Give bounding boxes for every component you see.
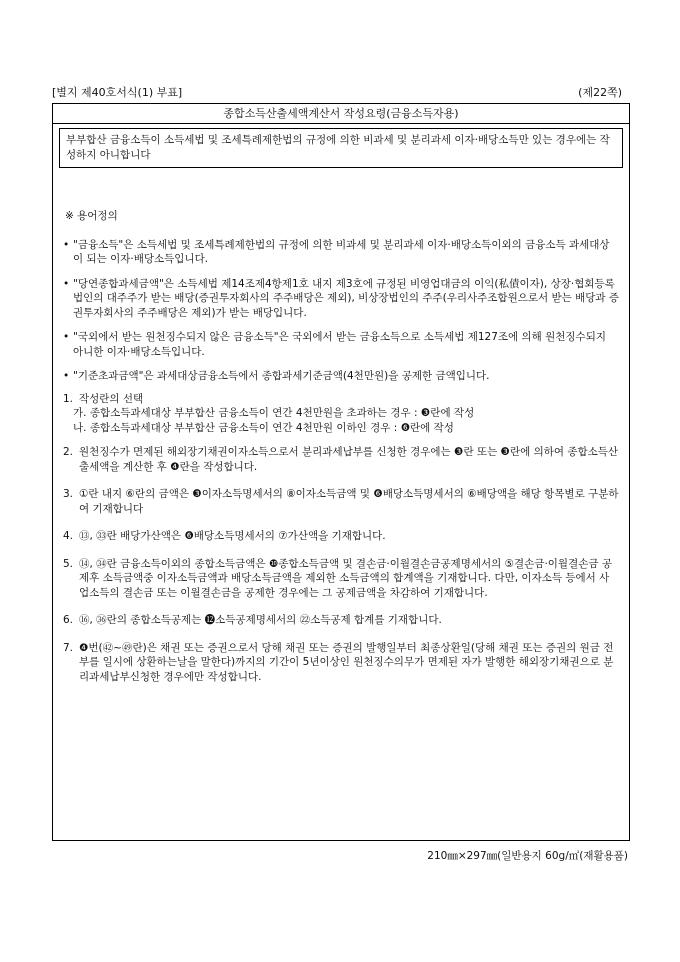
- definitions-heading: ※ 용어정의: [65, 210, 118, 222]
- paper-spec: 210㎜×297㎜(일반용지 60g/㎡(재활용품): [427, 850, 628, 862]
- form-id: [별지 제40호서식(1) 부표]: [52, 86, 183, 99]
- notice-box: 부부합산 금융소득이 소득세법 및 조세특례제한법의 규정에 의한 비과세 및 분리과세 이자·배당소득만 있는 경우에는 작성하지 아니합니다: [59, 128, 623, 168]
- bullet-icon: •: [63, 277, 70, 290]
- bullet-icon: •: [63, 238, 70, 251]
- definition-item: • "국외에서 받는 원천징수되지 않은 금융소득"은 국외에서 받는 금융소득으로 소득세법 제127조에 의해 원천징수되지 아니한 이자·배당소득입니다.: [63, 331, 606, 358]
- definition-item: • "당연종합과세금액"은 소득세법 제14조제4항제1호 내지 제3호에 규정된 비영업대금의 이익(私債이자), 상장·협회등록법인의 대주주가 받는 배당(증권투자회사의 주주배당은 제외), 비상장법인의 주주(우리사주조합원으로서 받는 배당과 증권투자회사의 주주배당은 제외)가 받는 배당입니다.: [63, 277, 620, 319]
- document-frame: [52, 103, 630, 841]
- instruction-item: 7. ❹번(㊷~㊾란)은 채권 또는 증권으로서 당해 채권 또는 증권의 발행일부터 최종상환일(당해 채권 또는 증권의 원금 전부를 일시에 상환하는날을 말한다)까지의 기간이 5년이상인 원천징수의무가 면제된 자가 발행한 해외장기채권으로 분리과세납부신청한 경우에만 작성합니다.: [63, 641, 614, 683]
- bullet-icon: •: [63, 331, 70, 343]
- instruction-item: 1. 작성란의 선택 가. 종합소득과세대상 부부합산 금융소득이 연간 4천만원을 초과하는 경우 : ❸란에 작성 나. 종합소득과세대상 부부합산 금융소득이 연간 4천만원 이하인 경우 : ❻란에 작성: [63, 392, 619, 436]
- instruction-item: 6. ⑯, ㊱란의 종합소득공제는 ⓬소득공제명세서의 ㉒소득공제 합계를 기재합니다.: [63, 614, 442, 626]
- document-body: [63, 209, 619, 697]
- instruction-item: 2. 원천징수가 면제된 해외장기채권이자소득으로서 분리과세납부를 신청한 경우에는 ❸란 또는 ❸란에 의하여 종합소득산출세액을 계산한 후 ❹란을 작성합니다.: [63, 446, 619, 473]
- document-title: 종합소득산출세액계산서 작성요령(금융소득자용): [53, 104, 629, 124]
- instruction-item: 3. ①란 내지 ⑥란의 금액은 ❸이자소득명세서의 ⑧이자소득금액 및 ❻배당소득명세서의 ⑥배당액을 해당 항목별로 구분하여 기재합니다: [63, 488, 619, 515]
- sub-item: 나. 종합소득과세대상 부부합산 금융소득이 연간 4천만원 이하인 경우 : ❻란에 작성: [73, 421, 454, 434]
- bullet-icon: •: [63, 370, 70, 382]
- definition-item: • "기준초과금액"은 과세대상금융소득에서 종합과세기준금액(4천만원)을 공제한 금액입니다.: [63, 370, 490, 382]
- instruction-item: 4. ⑬, ㉝란 배당가산액은 ❻배당소득명세서의 ⑦가산액을 기재합니다.: [63, 530, 386, 542]
- definition-item: • "금융소득"은 소득세법 및 조세특례제한법의 규정에 의한 비과세 및 분리과세 이자·배당소득이외의 금융소득 과세대상이 되는 이자·배당소득입니다.: [63, 238, 610, 265]
- instruction-item: 5. ⑭, ㉞란 금융소득이외의 종합소득금액은 ❿종합소득금액 및 결손금·이월결손금공제명세서의 ⑤결손금·이월결손금 공제후 소득금액중 이자소득금액과 배당소득금액을 제외한 소득금액의 합계액을 기재합니다. 다만, 이자소득 등에서 사업소득의 결손금 또는 이월결손금을 공제한 경우에는 그 공제금액을 차감하여 기재합니다.: [63, 557, 612, 599]
- page-number: (제22쪽): [578, 86, 622, 99]
- sub-item: 가. 종합소득과세대상 부부합산 금융소득이 연간 4천만원을 초과하는 경우 : ❸란에 작성: [73, 407, 475, 419]
